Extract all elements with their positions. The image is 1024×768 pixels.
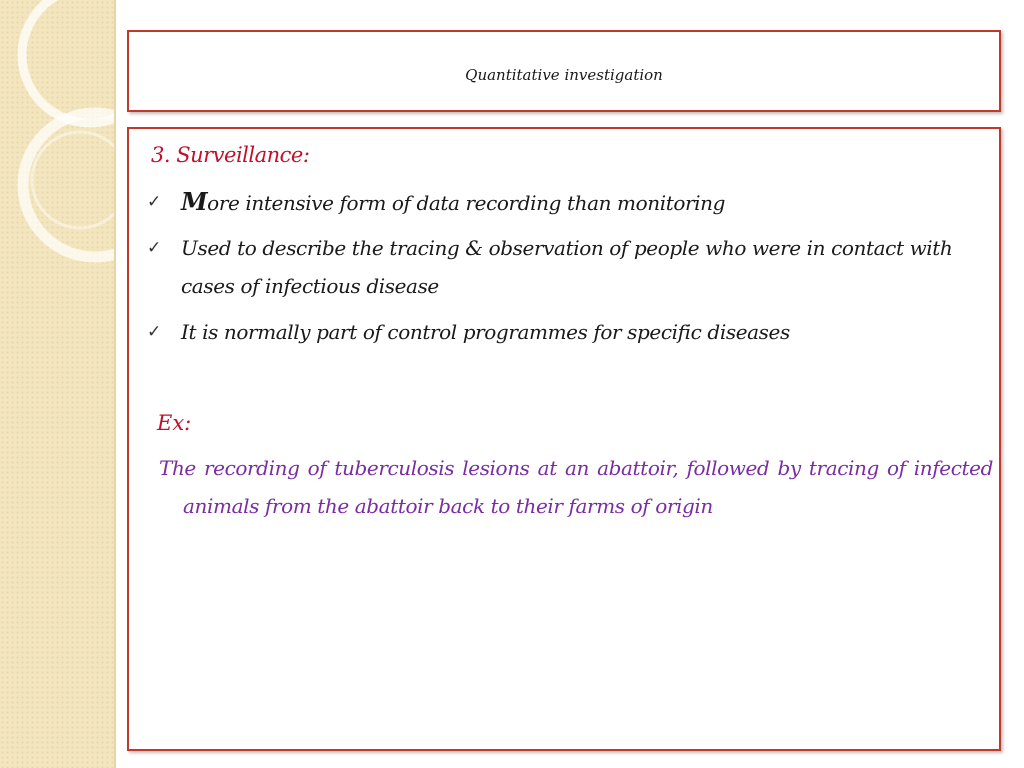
content-box <box>127 127 1001 751</box>
checkmark-icon: ✓ <box>147 192 161 212</box>
drop-cap: M <box>181 187 208 216</box>
example-text: The recording of tuberculosis lesions at an abattoir, followed by tracing of infected animals from the abattoir back to their farms of origin <box>159 456 993 518</box>
bullet-rest: ore intensive form of data recording than monitoring <box>207 191 726 215</box>
bullet-text: Used to describe the tracing & observation of people who were in contact with cases of infectious disease <box>181 236 953 298</box>
bullet-item <box>147 313 997 351</box>
bullet-text <box>181 183 997 222</box>
section-heading: 3. Surveillance: <box>151 143 310 167</box>
checkmark-icon: ✓ <box>147 322 161 342</box>
decorative-side-strip <box>0 0 116 768</box>
example-label: Ex: <box>157 411 192 435</box>
title-box <box>127 30 1001 112</box>
bullet-item <box>147 229 997 305</box>
decorative-circles <box>0 0 114 768</box>
bullet-text: It is normally part of control programmes for specific diseases <box>181 320 790 344</box>
bullet-item <box>147 183 997 222</box>
slide-title: Quantitative investigation <box>465 66 663 84</box>
checkmark-icon: ✓ <box>147 238 161 258</box>
